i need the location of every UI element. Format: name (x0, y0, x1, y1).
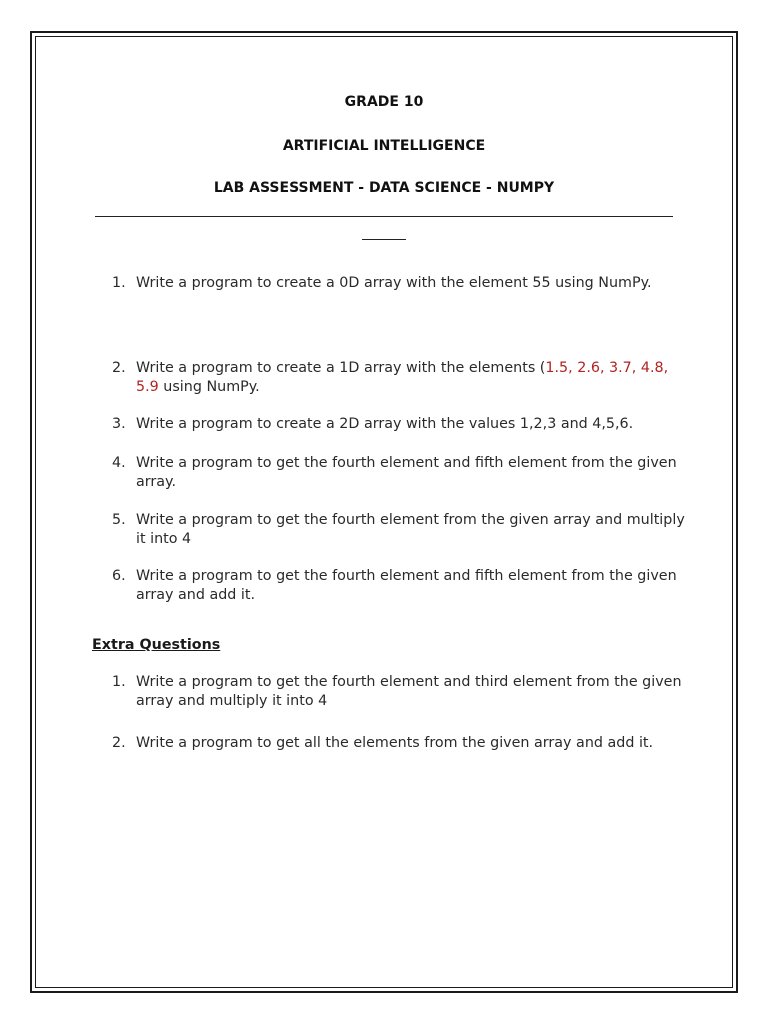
question-text-part: Write a program to create a 1D array with the elements ( (136, 360, 546, 376)
extra-question-item (112, 673, 692, 711)
question-item (112, 511, 692, 549)
question-text: Write a program to get all the elements from the given array and add it. (136, 735, 654, 751)
subject-heading: ARTIFICIAL INTELLIGENCE (282, 138, 486, 154)
extra-questions-title: Extra Questions (92, 637, 221, 653)
question-number: 2. (112, 360, 126, 376)
heading-divider-tail (362, 239, 406, 240)
extra-question-item (112, 734, 692, 753)
question-item (112, 454, 692, 492)
question-text-part: using NumPy. (158, 379, 260, 395)
question-item (112, 269, 692, 297)
highlighted-values: 1.5, 2.6, 3.7, 4.8, 5.9 (136, 360, 669, 395)
question-text: Write a program to get the fourth element and fifth element from the given array. (136, 455, 677, 490)
question-number: 6. (112, 568, 126, 584)
question-number: 5. (112, 512, 126, 528)
question-text: Write a program to get the fourth element and fifth element from the given array and add it. (136, 568, 677, 603)
question-text: Write a program to get the fourth element and third element from the given array and multiply it into 4 (136, 674, 682, 709)
question-item (112, 567, 692, 605)
heading-divider (95, 216, 673, 217)
question-text: Write a program to create a 2D array with the values 1,2,3 and 4,5,6. (136, 416, 634, 432)
question-number: 2. (112, 735, 126, 751)
question-number: 1. (112, 275, 126, 291)
question-number: 4. (112, 455, 126, 471)
question-item (112, 415, 692, 434)
question-item (112, 359, 692, 397)
question-text: Write a program to get the fourth element from the given array and multiply it into 4 (136, 512, 685, 547)
question-text (136, 359, 692, 397)
question-text: Write a program to create a 0D array with the element 55 using NumPy. (136, 275, 652, 291)
assessment-heading: LAB ASSESSMENT - DATA SCIENCE - NUMPY (213, 180, 555, 196)
question-number: 3. (112, 416, 126, 432)
grade-heading: GRADE 10 (344, 94, 424, 110)
question-number: 1. (112, 674, 126, 690)
